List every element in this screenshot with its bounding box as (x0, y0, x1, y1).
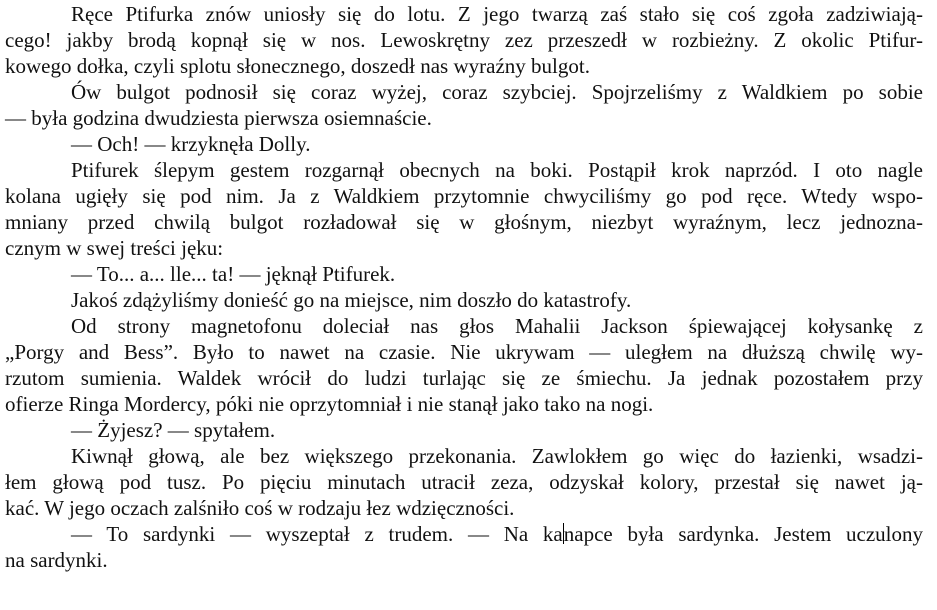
text-line: kolana ugięły się pod nim. Ja z Waldkiem przytomnie chwyciliśmy go pod ręce. Wtedy wspo- (5, 184, 923, 208)
text-line: na sardynki. (5, 548, 108, 572)
text-line: cego! jakby brodą kopnął się w nos. Lewoskrętny zez przeszedł w rozbieżny. Z okolic Ptifur- (5, 28, 923, 52)
text-line: rzutom sumienia. Waldek wrócił do ludzi turlając się ze śmiechu. Ja jednak pozostałem przy (5, 366, 923, 390)
text-line: kowego dołka, czyli splotu słonecznego, doszedł nas wyraźny bulgot. (5, 54, 590, 78)
text-line: łem głową pod tusz. Po pięciu minutach utracił zeza, odzyskał kolory, przestał się nawet ją- (5, 470, 923, 494)
text-line (5, 522, 923, 546)
text-line: Ów bulgot podnosił się coraz wyżej, coraz szybciej. Spojrzeliśmy z Waldkiem po sobie (71, 80, 923, 104)
text-line: cznym w swej treści jęku: (5, 236, 224, 260)
text-line: ofierze Ringa Mordercy, póki nie oprzytomniał i nie stanął jako tako na nogi. (5, 392, 654, 416)
text-line: Ręce Ptifurka znów uniosły się do lotu. Z jego twarzą zaś stało się coś zgoła zadziwiają- (71, 2, 923, 26)
text-line: Kiwnął głową, ale bez większego przekonania. Zawlokłem go więc do łazienki, wsadzi- (71, 444, 923, 468)
text-line: — Och! — krzyknęła Dolly. (71, 132, 311, 156)
text-line: — Żyjesz? — spytałem. (71, 418, 276, 442)
text-line: kać. W jego oczach zalśniło coś w rodzaju łez wdzięczności. (5, 496, 515, 520)
text-line: „Porgy and Bess”. Było to nawet na czasie. Nie ukrywam — uległem na dłuższą chwilę wy- (5, 340, 923, 364)
text-line: mniany przed chwilą bulgot rozładował się w głośnym, niezbyt wyraźnym, lecz jednozna- (5, 210, 923, 234)
text-before-cursor: — To sardynki — wyszeptał z trudem. — Na ka (71, 522, 563, 546)
text-line: Ptifurek ślepym gestem rozgarnął obecnych na boki. Postąpił krok naprzód. I oto nagle (71, 158, 923, 182)
book-page (5, 0, 923, 610)
text-after-cursor: napce była sardynka. Jestem uczulony (563, 522, 923, 546)
text-line: Od strony magnetofonu doleciał nas głos Mahalii Jackson śpiewającej kołysankę z (71, 314, 923, 338)
text-line: — To... a... lle... ta! — jęknął Ptifurek. (71, 262, 396, 286)
text-line: — była godzina dwudziesta pierwsza osiemnaście. (5, 106, 432, 130)
text-line: Jakoś zdążyliśmy donieść go na miejsce, nim doszło do katastrofy. (71, 288, 632, 312)
